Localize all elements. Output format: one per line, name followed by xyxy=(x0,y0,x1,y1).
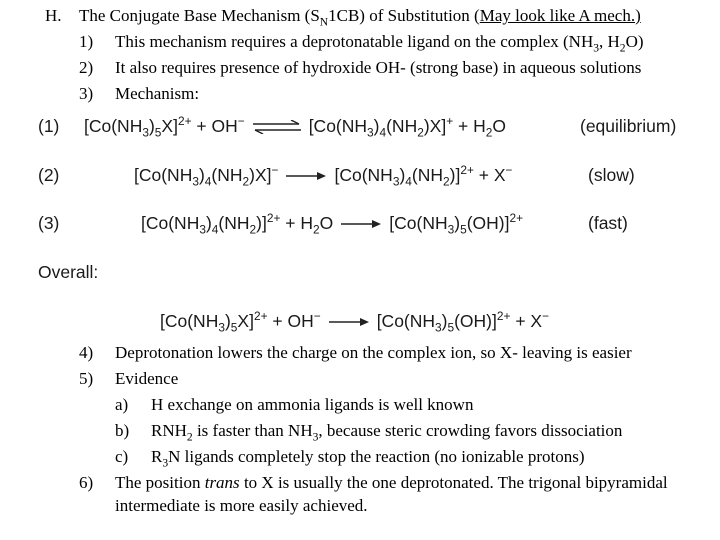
sub-item-c: $R_3N$ ligands completely stop the reaction (no ionizable protons) xyxy=(151,447,585,470)
sub-letter-b: b) xyxy=(115,421,130,440)
sub-letter-c: c) xyxy=(115,447,129,466)
step-1-label: (1) xyxy=(38,116,60,136)
step-2-note: (slow) xyxy=(588,165,635,185)
reaction-arrow-icon xyxy=(284,170,328,182)
list-num-6: 6) xyxy=(79,473,94,492)
list-item-2: It also requires presence of hydroxide OH- (strong base) in aqueous solutions xyxy=(115,58,642,77)
step-1-equation: $[Co(NH_3)_5X]^{2+} + OH^-$ $[Co(NH_3)_4(NH_2)X]^+ + H_2O$ xyxy=(84,114,507,140)
step-3-note: (fast) xyxy=(588,213,628,233)
equilibrium-arrow-icon xyxy=(251,120,303,134)
step-3-label: (3) xyxy=(38,213,60,233)
overall-equation: $[Co(NH_3)_5X]^{2+} + OH^-$ $[Co(NH_3)_5(OH)]^{2+} + X^-$ xyxy=(160,309,550,335)
list-num-3: 3) xyxy=(79,84,94,103)
list-item-3: Mechanism: xyxy=(115,84,200,103)
sub-item-a: H exchange on ammonia ligands is well known xyxy=(151,395,474,414)
page-title: The Conjugate Base Mechanism $(S_N1CB)$ of Substitution (May look like A mech.) xyxy=(79,6,641,29)
list-num-1: 1) xyxy=(79,32,94,51)
list-item-4: Deprotonation lowers the charge on the complex ion, so X- leaving is easier xyxy=(115,343,632,362)
list-num-4: 4) xyxy=(79,343,94,362)
overall-label: Overall: xyxy=(38,262,99,282)
list-item-5: Evidence xyxy=(115,369,179,388)
step-2-equation: $[Co(NH_3)_4(NH_2)X]^-$ $[Co(NH_3)_4(NH_2)]^{2+} + X^-$ xyxy=(134,163,513,189)
step-3-equation: $[Co(NH_3)_4(NH_2)]^{2+} + H_2O$ $[Co(NH_3)_5(OH)]^{2+}$ xyxy=(141,211,524,237)
sub-letter-a: a) xyxy=(115,395,129,414)
list-item-1: This mechanism requires a deprotonatable ligand on the complex ($NH_3$, $H_2O$) xyxy=(115,32,644,55)
step-1-note: (equilibrium) xyxy=(580,116,677,136)
step-2-label: (2) xyxy=(38,165,60,185)
reaction-arrow-icon xyxy=(339,218,383,230)
section-label: H. xyxy=(45,6,62,25)
sub-item-b: $RNH_2$ is faster than $NH_3$, because steric crowding favors dissociation xyxy=(151,421,623,444)
list-item-6-continued: intermediate is more easily achieved. xyxy=(115,496,368,515)
list-item-6: The position trans to X is usually the one deprotonated. The trigonal bipyramidal xyxy=(115,473,668,492)
reaction-arrow-icon xyxy=(327,316,371,328)
title-link[interactable]: May look like A mech.) xyxy=(479,6,641,25)
list-num-2: 2) xyxy=(79,58,94,77)
list-num-5: 5) xyxy=(79,369,94,388)
